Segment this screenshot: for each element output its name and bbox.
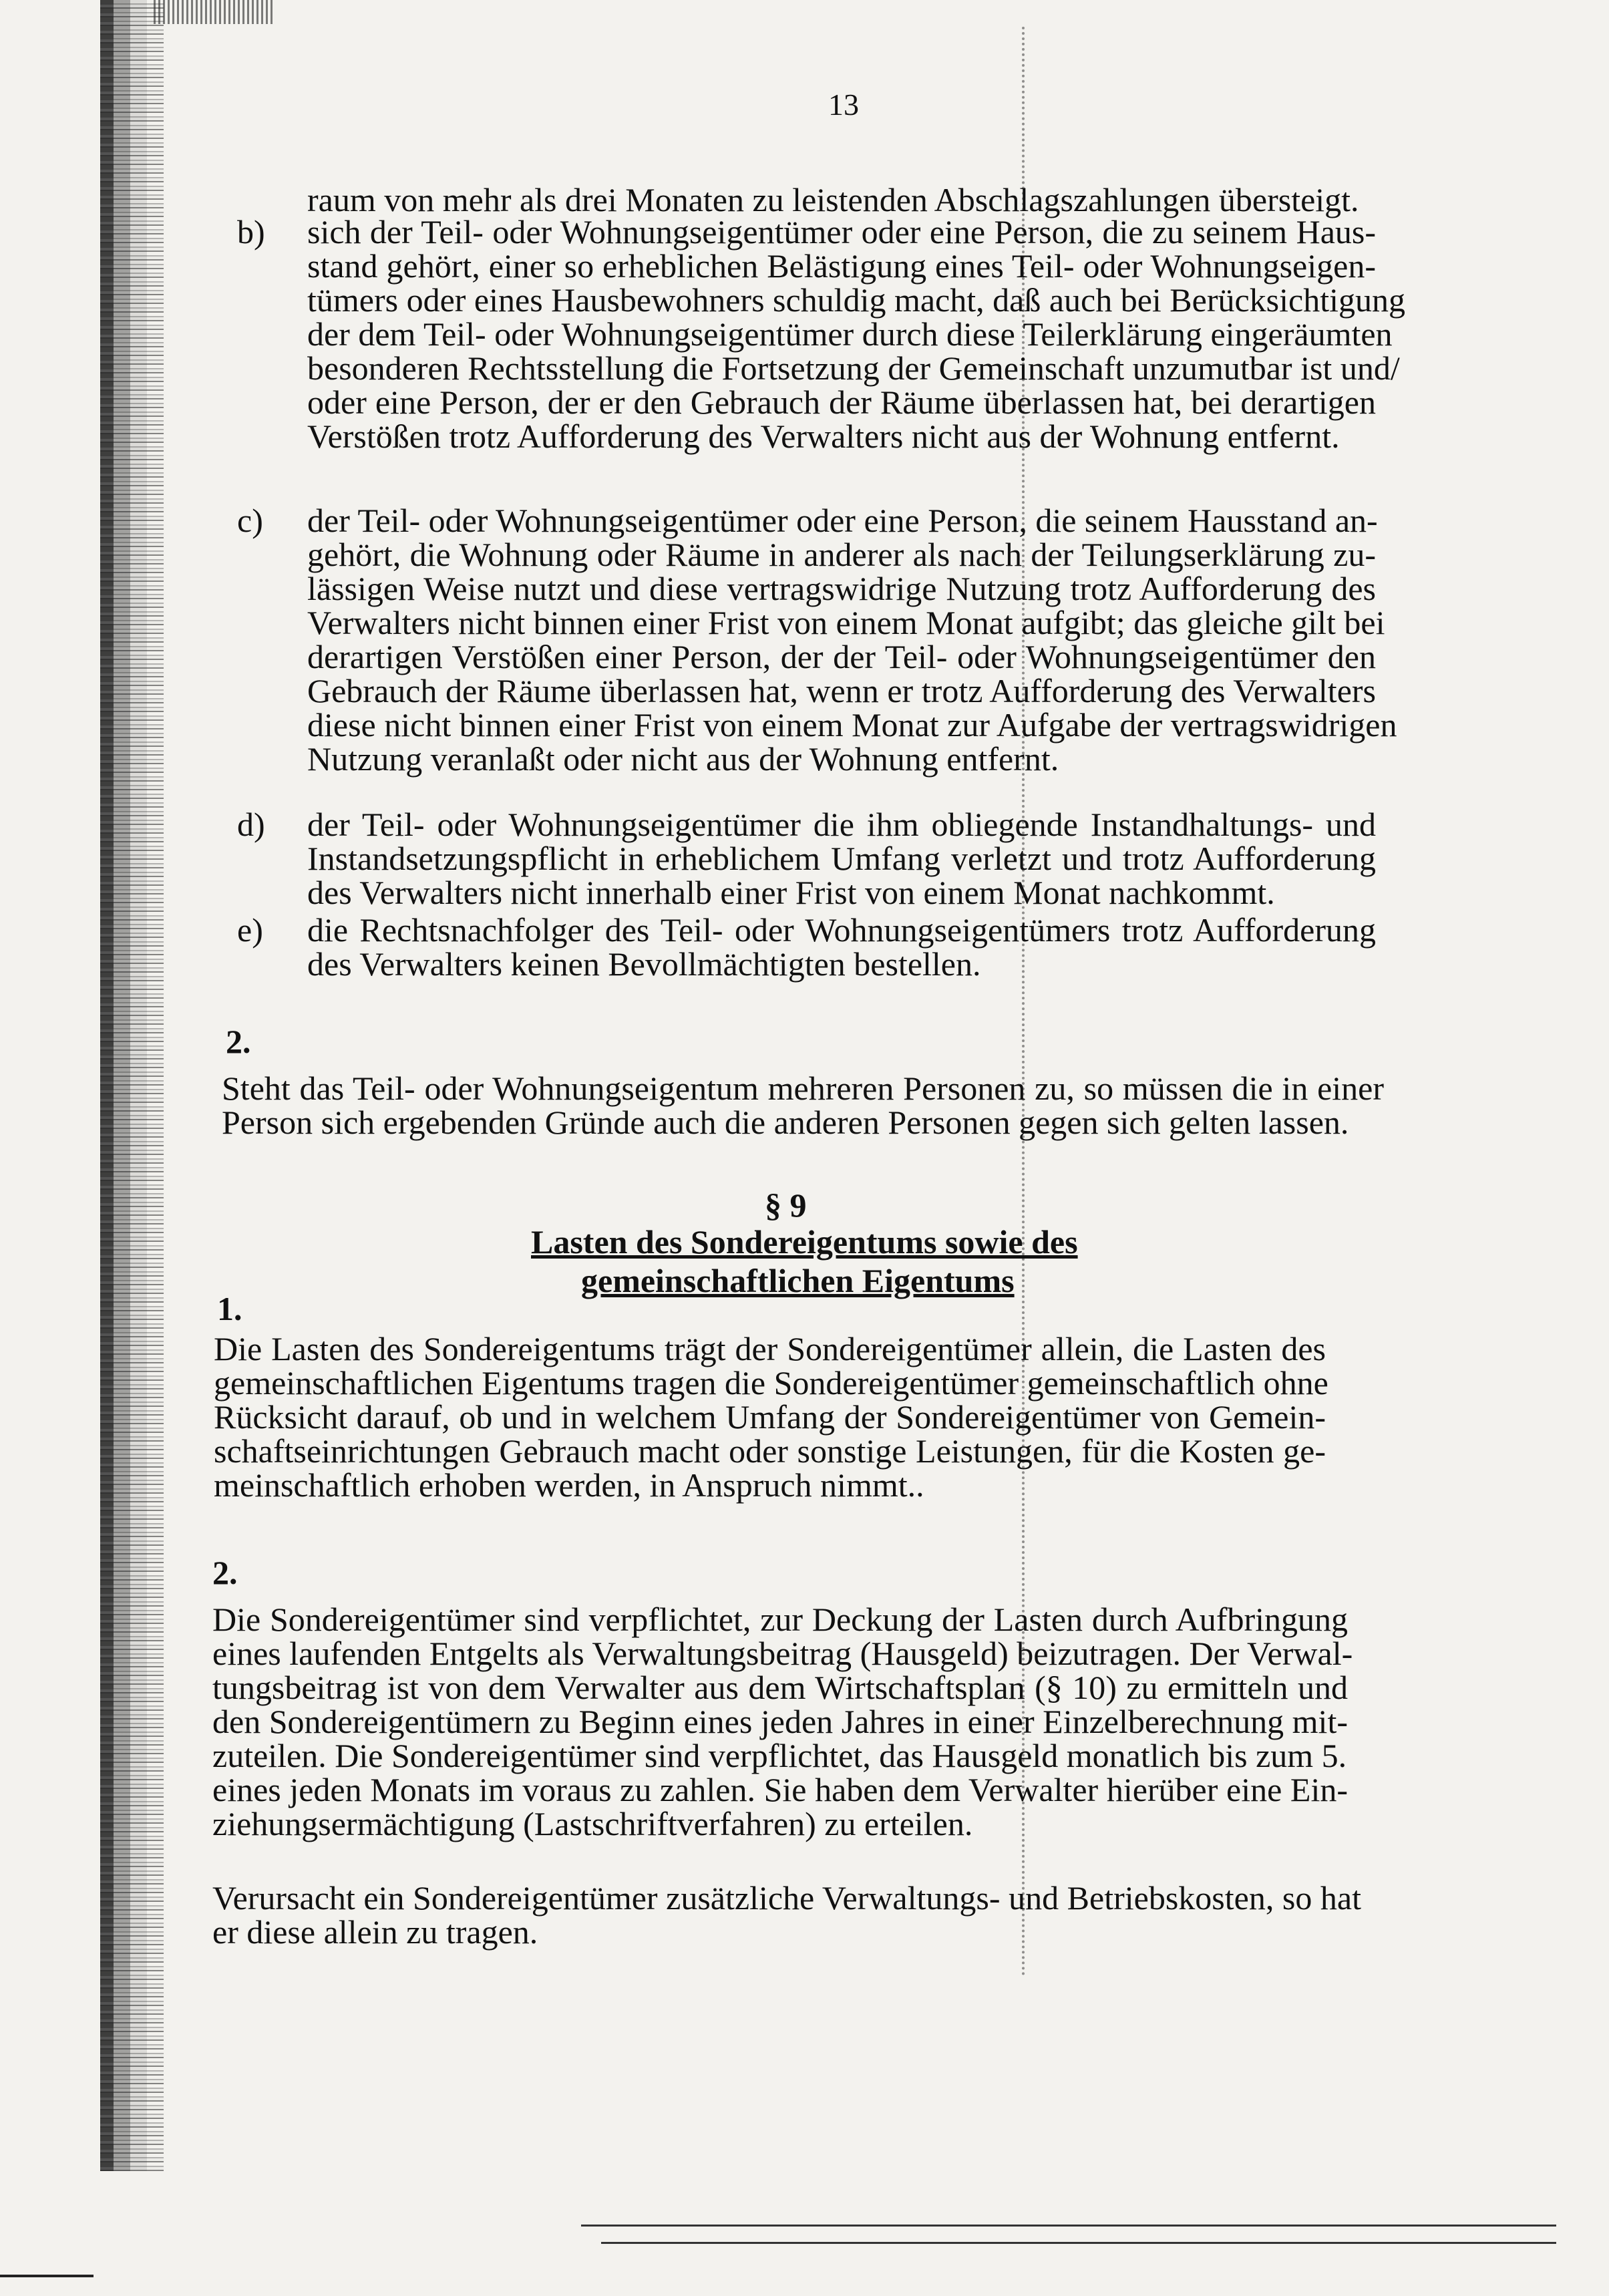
section-number: § 9 — [765, 1186, 807, 1224]
list-marker-e: e) — [237, 911, 263, 949]
paragraph-line: Rücksicht darauf, ob und in welchem Umfang der Sondereigentümer von Gemein- — [214, 1398, 1326, 1436]
list-marker-c: c) — [237, 502, 263, 539]
list-item-line: Gebrauch der Räume überlassen hat, wenn er trotz Aufforderung des Verwalters — [307, 672, 1376, 709]
list-item-line: stand gehört, einer so erheblichen Belästigung eines Teil- oder Wohnungseigen- — [307, 247, 1376, 285]
list-item-line: Verwalters nicht binnen einer Frist von einem Monat aufgibt; das gleiche gilt bei — [307, 604, 1385, 641]
paragraph-line: meinschaftlich erhoben werden, in Anspruch nimmt.. — [214, 1466, 924, 1504]
list-item-line: des Verwalters nicht innerhalb einer Frist von einem Monat nachkommt. — [307, 874, 1275, 911]
list-item-line: der Teil- oder Wohnungseigentümer die ihm obliegende Instandhaltungs- und — [307, 806, 1376, 843]
list-item-line: tümers oder eines Hausbewohners schuldig macht, daß auch bei Berücksichtigung — [307, 281, 1405, 319]
paragraph-line: zuteilen. Die Sondereigentümer sind verpflichtet, das Hausgeld monatlich bis zum 5. — [212, 1737, 1347, 1774]
paragraph-line: tungsbeitrag ist von dem Verwalter aus dem Wirtschaftsplan (§ 10) zu ermitteln und — [212, 1669, 1348, 1706]
list-item-line: sich der Teil- oder Wohnungseigentümer oder eine Person, die zu seinem Haus- — [307, 213, 1376, 251]
paragraph-line: gemeinschaftlichen Eigentums tragen die Sondereigentümer gemeinschaftlich ohne — [214, 1364, 1328, 1402]
paragraph-line: Die Sondereigentümer sind verpflichtet, zur Deckung der Lasten durch Aufbringung — [212, 1601, 1348, 1638]
list-item-line: diese nicht binnen einer Frist von einem Monat zur Aufgabe der vertragswidrigen — [307, 706, 1397, 744]
list-item-line: des Verwalters keinen Bevollmächtigten bestellen. — [307, 945, 981, 983]
section-title: Lasten des Sondereigentums sowie des — [531, 1223, 1078, 1261]
list-item-line: der dem Teil- oder Wohnungseigentümer durch diese Teilerklärung eingeräumten — [307, 315, 1393, 353]
paragraph-number: 2. — [212, 1554, 238, 1591]
list-item-line: Verstößen trotz Aufforderung des Verwalters nicht aus der Wohnung entfernt. — [307, 418, 1340, 455]
paragraph-line: Steht das Teil- oder Wohnungseigentum mehreren Personen zu, so müssen die in einer — [222, 1070, 1384, 1107]
paragraph-number: 1. — [217, 1290, 242, 1327]
list-item-line: die Rechtsnachfolger des Teil- oder Wohnungseigentümers trotz Aufforderung — [307, 911, 1376, 949]
paragraph-line: ziehungsermächtigung (Lastschriftverfahren) zu erteilen. — [212, 1805, 973, 1842]
list-item-line: oder eine Person, der er den Gebrauch der Räume überlassen hat, bei derartigen — [307, 383, 1376, 421]
scan-bottom-artifact — [0, 2275, 94, 2277]
page-number: 13 — [828, 88, 859, 122]
list-item-line: der Teil- oder Wohnungseigentümer oder eine Person, die seinem Hausstand an- — [307, 502, 1378, 539]
paragraph-number: 2. — [226, 1023, 251, 1060]
list-item-line: Instandsetzungspflicht in erheblichem Umfang verletzt und trotz Aufforderung — [307, 840, 1376, 877]
section-title: gemeinschaftlichen Eigentums — [581, 1262, 1015, 1299]
list-item-line: lässigen Weise nutzt und diese vertragswidrige Nutzung trotz Aufforderung des — [307, 570, 1376, 607]
list-marker-d: d) — [237, 806, 265, 843]
footer-rule — [601, 2242, 1556, 2244]
paragraph-line: den Sondereigentümern zu Beginn eines jeden Jahres in einer Einzelberechnung mit- — [212, 1703, 1348, 1740]
paragraph-line: schaftseinrichtungen Gebrauch macht oder sonstige Leistungen, für die Kosten ge- — [214, 1432, 1326, 1470]
list-item-line: Nutzung veranlaßt oder nicht aus der Wohnung entfernt. — [307, 740, 1059, 778]
list-item-line: derartigen Verstößen einer Person, der der Teil- oder Wohnungseigentümer den — [307, 638, 1376, 675]
scan-edge-artifact — [100, 0, 164, 2171]
list-marker-b: b) — [237, 213, 265, 251]
paragraph-line: er diese allein zu tragen. — [212, 1913, 538, 1951]
list-item-line: besonderen Rechtsstellung die Fortsetzung der Gemeinschaft unzumutbar ist und/ — [307, 349, 1400, 387]
paragraph-line: Die Lasten des Sondereigentums trägt der Sondereigentümer allein, die Lasten des — [214, 1330, 1326, 1367]
paragraph-line: eines jeden Monats im voraus zu zahlen. Sie haben dem Verwalter hierüber eine Ein- — [212, 1771, 1348, 1808]
scan-corner-artifact — [154, 0, 274, 24]
paragraph-line: eines laufenden Entgelts als Verwaltungsbeitrag (Hausgeld) beizutragen. Der Verwal- — [212, 1635, 1353, 1672]
footer-rule — [581, 2225, 1556, 2227]
list-item-line: raum von mehr als drei Monaten zu leistenden Abschlagszahlungen übersteigt. — [307, 181, 1359, 218]
paragraph-line: Person sich ergebenden Gründe auch die anderen Personen gegen sich gelten lassen. — [222, 1104, 1349, 1141]
paragraph-line: Verursacht ein Sondereigentümer zusätzliche Verwaltungs- und Betriebskosten, so hat — [212, 1879, 1361, 1917]
list-item-line: gehört, die Wohnung oder Räume in anderer als nach der Teilungserklärung zu- — [307, 536, 1376, 573]
